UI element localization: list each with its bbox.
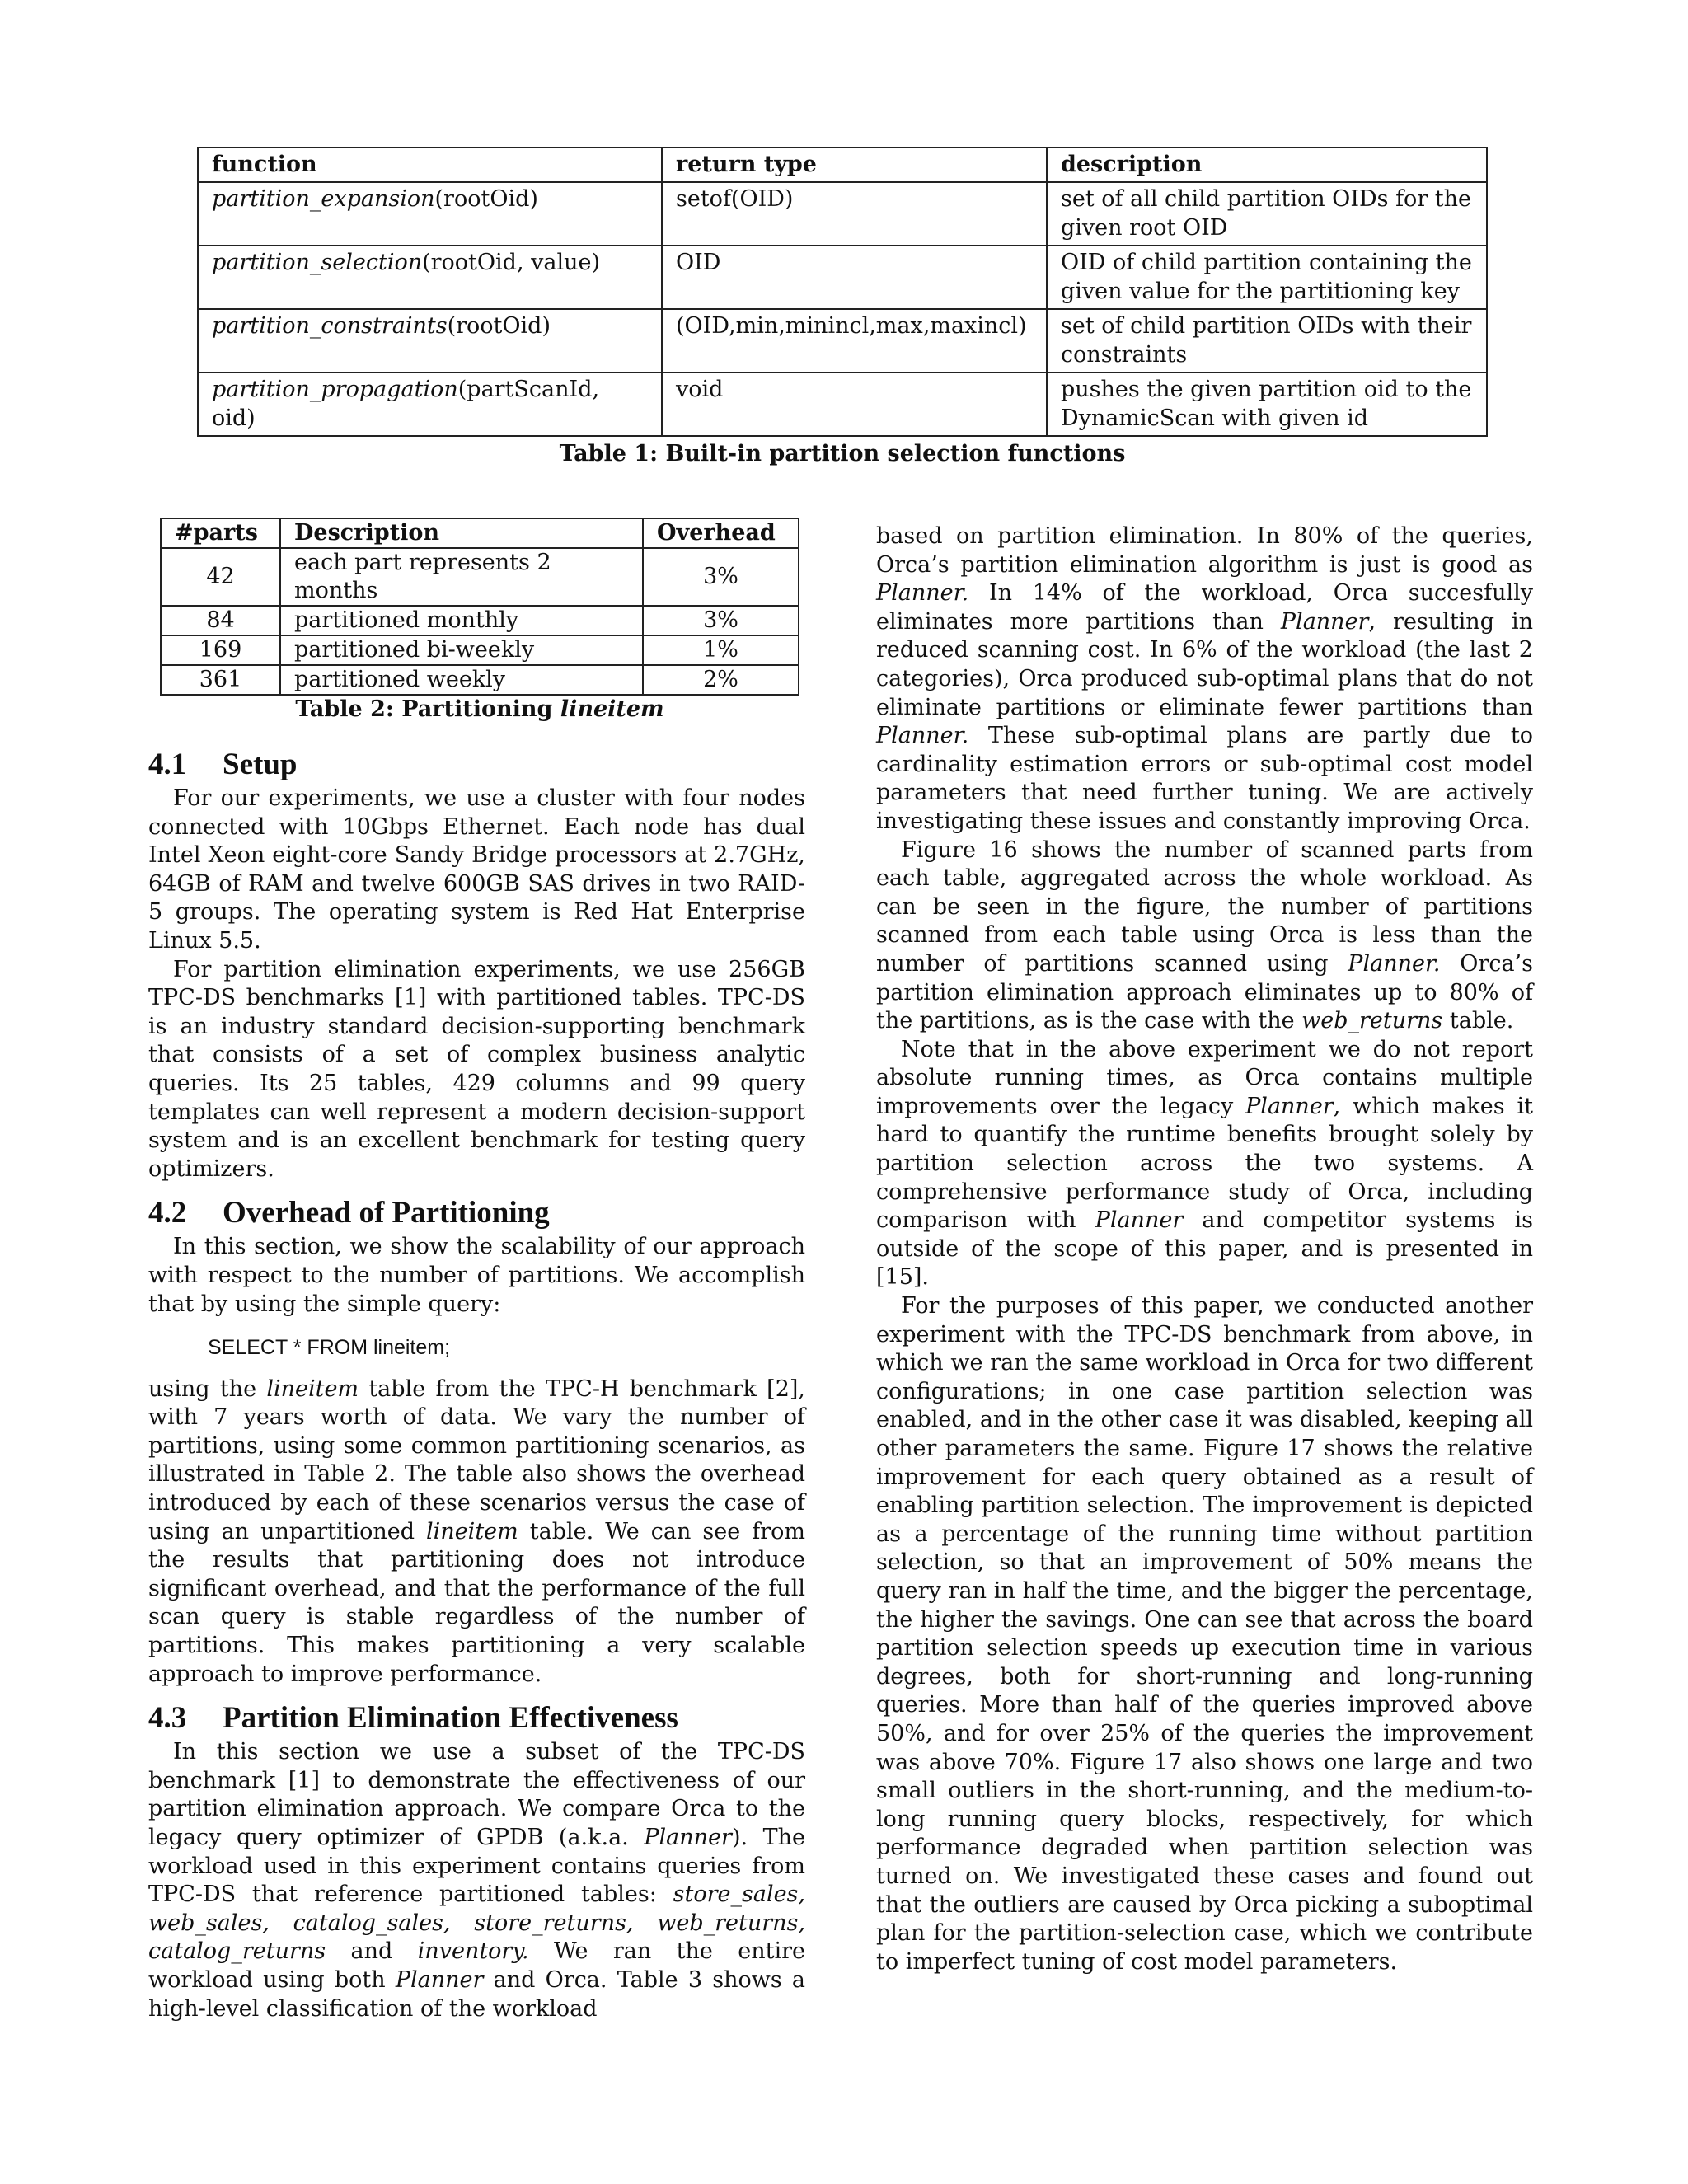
table-row	[161, 606, 799, 635]
paragraph: based on partition elimination. In 80% of the queries, Orca’s partition elimination algorithm is just is good as Planner. In 14% of the workload, Orca succesfully eliminates more partitions than Planner, resulting in reduced scanning cost. In 6% of the workload (the last 2 categories), Orca produced sub-optimal plans that do not eliminate partitions or eliminate fewer partitions than Planner. These sub-optimal plans are partly due to cardinality estimation errors or sub-optimal cost model parameters that need further tuning. We are actively investigating these issues and constantly improving Orca.	[876, 523, 1533, 834]
function-cell	[198, 182, 662, 246]
section-number: 4.3	[148, 1701, 187, 1736]
paragraph: For our experiments, we use a cluster with four nodes connected with 10Gbps Ethernet. Each node has dual Intel Xeon eight-core Sandy Bridge processors at 2.7GHz, 64GB of RAM and twelve 600GB SAS drives in two RAID-5 groups. The operating system is Red Hat Enterprise Linux 5.5.	[148, 785, 805, 954]
column-header: Description	[280, 518, 643, 548]
table1-caption: Table 1: Built-in partition selection functions	[559, 441, 1126, 466]
code-snippet: SELECT * FROM lineitem;	[208, 1336, 451, 1360]
column-header: description	[1047, 148, 1487, 182]
function-cell	[198, 246, 662, 309]
caption-italic-text: lineitem	[560, 696, 664, 722]
table-row	[161, 635, 799, 665]
table-header-row	[198, 148, 1487, 182]
overhead-cell: 1%	[643, 635, 799, 665]
overhead-cell: 3%	[643, 548, 799, 606]
overhead-cell: 2%	[643, 665, 799, 695]
paragraph: In this section, we show the scalability of our approach with respect to the number of partitions. We accomplish that by using the simple query:	[148, 1234, 805, 1317]
description-cell: each part represents 2 months	[280, 548, 643, 606]
overhead-cell: 3%	[643, 606, 799, 635]
function-args: (partScanId, oid)	[212, 377, 600, 431]
parts-cell: 42	[161, 548, 280, 606]
paragraph: Figure 16 shows the number of scanned parts from each table, aggregated across the whole workload. As can be seen in the figure, the number of partitions scanned from each table using Orca is less than the number of partitions scanned using Planner. Orca’s partition elimination approach eliminates up to 80% of the partitions, as is the case with the web_returns table.	[876, 837, 1533, 1034]
function-args: (rootOid, value)	[422, 250, 601, 275]
description-cell: set of all child partition OIDs for the given root OID	[1047, 182, 1487, 246]
table-row	[161, 548, 799, 606]
description-cell: partitioned monthly	[280, 606, 643, 635]
description-cell: pushes the given partition oid to the DynamicScan with given id	[1047, 373, 1487, 436]
section-heading-overhead	[148, 1193, 805, 1233]
column-header: Overhead	[643, 518, 799, 548]
left-text-column	[148, 745, 805, 2023]
description-cell: set of child partition OIDs with their constraints	[1047, 309, 1487, 373]
return-type-cell: (OID,min,minincl,max,maxincl)	[662, 309, 1047, 373]
table-header-row	[161, 518, 799, 548]
parts-cell: 84	[161, 606, 280, 635]
section-title: Partition Elimination Effectiveness	[223, 1701, 678, 1736]
parts-cell: 361	[161, 665, 280, 695]
section-heading-partition-elimination	[148, 1699, 805, 1738]
table-builtin-partition-functions	[197, 147, 1488, 437]
table-partitioning-lineitem	[160, 518, 799, 696]
section-number: 4.1	[148, 748, 187, 781]
section-title: Overhead of Partitioning	[223, 1196, 550, 1230]
description-cell: partitioned bi-weekly	[280, 635, 643, 665]
return-type-cell: OID	[662, 246, 1047, 309]
section-title: Setup	[223, 748, 298, 781]
function-name: partition_selection	[212, 250, 423, 275]
table-row	[198, 373, 1487, 436]
table-row	[198, 309, 1487, 373]
function-cell	[198, 373, 662, 436]
paragraph: using the lineitem table from the TPC-H benchmark [2], with 7 years worth of data. We vary the number of partitions, using some common partitioning scenarios, as illustrated in Table 2. The table also shows the overhead introduced by each of these scenarios versus the case of using an unpartitioned lineitem table. We can see from the results that partitioning does not introduce significant overhead, and that the performance of the full scan query is stable regardless of the number of partitions. This makes partitioning a very scalable approach to improve performance.	[148, 1376, 805, 1687]
description-cell: OID of child partition containing the given value for the partitioning key	[1047, 246, 1487, 309]
right-text-column	[876, 523, 1533, 1976]
column-header: return type	[662, 148, 1047, 182]
table-row	[161, 665, 799, 695]
caption-text: Table 2: Partitioning	[295, 696, 560, 722]
function-name: partition_expansion	[212, 186, 435, 212]
parts-cell: 169	[161, 635, 280, 665]
return-type-cell: setof(OID)	[662, 182, 1047, 246]
table2-caption	[160, 696, 799, 722]
section-number: 4.2	[148, 1196, 187, 1230]
function-name: partition_constraints	[212, 313, 448, 339]
function-args: (rootOid)	[447, 313, 551, 339]
function-cell	[198, 309, 662, 373]
paragraph: Note that in the above experiment we do not report absolute running times, as Orca contains multiple improvements over the legacy Planner, which makes it hard to quantify the runtime benefits brought solely by partition selection across the two systems. A comprehensive performance study of Orca, including comparison with Planner and competitor systems is outside of the scope of this paper, and is presented in [15].	[876, 1036, 1533, 1291]
paragraph: In this section we use a subset of the TPC-DS benchmark [1] to demonstrate the effectiveness of our partition elimination approach. We compare Orca to the legacy query optimizer of GPDB (a.k.a. Planner). The workload used in this experiment contains queries from TPC-DS that reference partitioned tables: store_sales, web_sales, catalog_sales, store_returns, web_returns, catalog_returns and inventory. We ran the entire workload using both Planner and Orca. Table 3 shows a high-level classification of the workload	[148, 1739, 806, 2022]
description-cell: partitioned weekly	[280, 665, 643, 695]
paragraph: For partition elimination experiments, we use 256GB TPC-DS benchmarks [1] with partitioned tables. TPC-DS is an industry standard decision-supporting benchmark that consists of a set of complex business analytic queries. Its 25 tables, 429 columns and 99 query templates can well represent a modern decision-support system and is an excellent benchmark for testing query optimizers.	[148, 956, 805, 1182]
table-row	[198, 182, 1487, 246]
function-args: (rootOid)	[434, 186, 538, 212]
column-header: #parts	[161, 518, 280, 548]
column-header: function	[198, 148, 662, 182]
function-name: partition_propagation	[212, 377, 458, 402]
section-heading-setup	[148, 745, 805, 785]
return-type-cell: void	[662, 373, 1047, 436]
paragraph: For the purposes of this paper, we conducted another experiment with the TPC-DS benchmark from above, in which we ran the same workload in Orca for two different configurations; in one case partition selection was enabled, and in the other case it was disabled, keeping all other parameters the same. Figure 17 shows the relative improvement for each query obtained as a result of enabling partition selection. The improvement is depicted as a percentage of the running time without partition selection, so that an improvement of 50% means the query ran in half the time, and the bigger the percentage, the higher the savings. One can see that across the board partition selection speeds up execution time in various degrees, both for short-running and long-running queries. More than half of the queries improved above 50%, and for over 25% of the queries the improvement was above 70%. Figure 17 also shows one large and two small outliers in the short-running, and the medium-to-long running query blocks, respectively, for which performance degraded when partition selection was turned on. We investigated these cases and found out that the outliers are caused by Orca picking a suboptimal plan for the partition-selection case, which we contribute to imperfect tuning of cost model parameters.	[876, 1293, 1533, 1975]
table-row	[198, 246, 1487, 309]
